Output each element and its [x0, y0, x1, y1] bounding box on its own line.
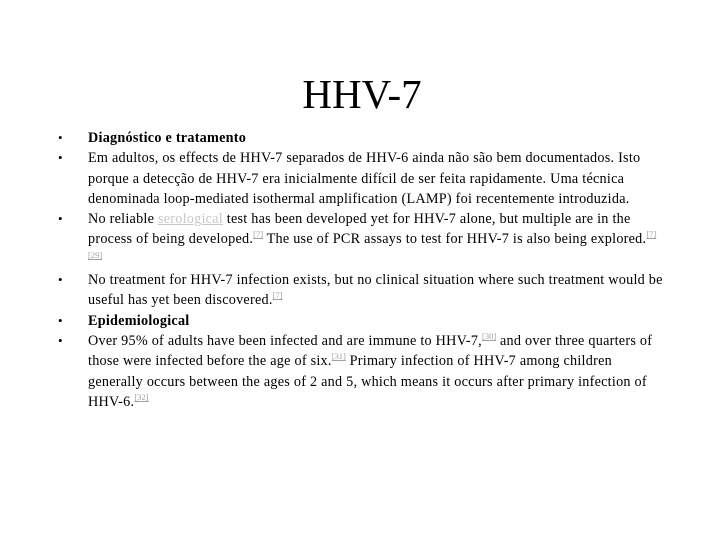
- citation-link[interactable]: [7][29]: [88, 229, 657, 260]
- bullet-no-treatment: [58, 270, 668, 311]
- bullet-marker: •: [58, 211, 63, 227]
- bullet-serological: [58, 209, 668, 270]
- citation-link[interactable]: [32]: [134, 391, 149, 402]
- bullet-text: and over three quarters of those were infected before the age of six.: [88, 332, 653, 370]
- section-heading-epidemiological: Epidemiological: [88, 312, 190, 329]
- citation-link[interactable]: [31]: [331, 351, 346, 362]
- bullet-text: No reliable: [88, 211, 158, 228]
- bullet-over-95: [58, 331, 668, 412]
- bullet-text: No treatment for HHV-7 infection exists, but no clinical situation where such treatment would be useful has yet been discovered.: [88, 272, 663, 309]
- bullet-text: Primary infection of HHV-7 among children generally occurs between the ages of 2 and 5, which means it occurs after primary infection of HHV-6.: [88, 353, 647, 410]
- bullet-marker: •: [58, 150, 63, 166]
- bullet-marker: •: [58, 312, 63, 328]
- bullet-marker: •: [58, 130, 63, 145]
- bullet-text: Em adultos, os effects de HHV-7 separados de HHV-6 ainda não são bem documentados. Isto porque a detecção de HHV-7 era inicialmente difícil de ser feita rapidamente. Uma técnica denominada loop-mediated isothermal amplification (LAMP) foi recentemente introduzida.: [88, 150, 641, 207]
- bullet-list: [58, 128, 668, 412]
- citation-link[interactable]: [7]: [253, 229, 264, 240]
- bullet-text: Over 95% of adults have been infected and are immune to HHV-7,: [88, 332, 482, 349]
- bullet-text: The use of PCR assays to test for HHV-7 is also being explored.: [263, 231, 647, 248]
- citation-link[interactable]: [30]: [481, 330, 497, 341]
- slide-title: HHV-7: [302, 71, 422, 117]
- bullet-marker: •: [58, 332, 63, 348]
- bullet-epidemiological-heading: [58, 311, 668, 331]
- bullet-diagnostico-heading: [58, 128, 668, 148]
- citation-link[interactable]: [7]: [272, 290, 283, 301]
- serological-link[interactable]: serological: [157, 211, 223, 228]
- bullet-adultos: [58, 148, 668, 209]
- bullet-text: test has been developed yet for HHV-7 alone, but multiple are in the process of being developed.: [88, 211, 631, 248]
- bullet-marker: •: [58, 272, 63, 288]
- section-heading-diagnostico: Diagnóstico e tratamento: [88, 130, 247, 146]
